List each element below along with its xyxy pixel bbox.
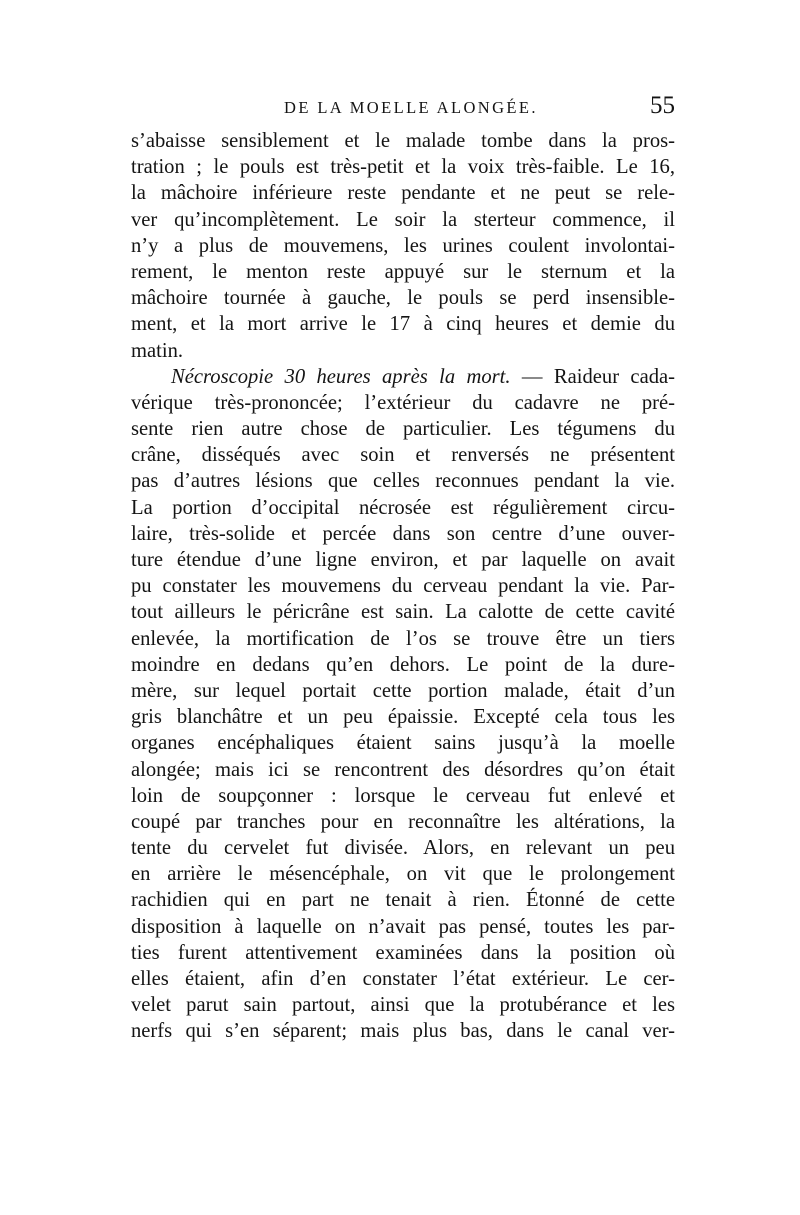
text-line: ture étendue d’une ligne environ, et par laquelle on avait xyxy=(131,549,675,571)
text-line: loin de soupçonner : lorsque le cerveau fut enlevé et xyxy=(131,784,675,807)
text-line: tration ; le pouls est très-petit et la voix très-faible. Le 16, xyxy=(131,156,675,179)
text-line: s’abaisse sensiblement et le malade tombe dans la pros- xyxy=(131,130,675,152)
text-line: matin. xyxy=(131,339,184,362)
text-line: tente du cervelet fut divisée. Alors, en relevant un peu xyxy=(131,837,675,860)
text-line: en arrière le mésencéphale, on vit que le prolongement xyxy=(131,863,675,886)
text-line-rest: — Raideur cada- xyxy=(510,365,675,388)
text-line: mère, sur lequel portait cette portion malade, était d’un xyxy=(131,679,675,702)
paragraph-case-progression xyxy=(131,128,675,364)
text-line: crâne, disséqués avec soin et renversés ne présentent xyxy=(131,444,675,467)
body-text xyxy=(131,128,675,1045)
text-line: moindre en dedans qu’en dehors. Le point de la dure- xyxy=(131,653,675,676)
text-line: sente rien autre chose de particulier. Les tégumens du xyxy=(131,418,675,441)
text-line: gris blanchâtre et un peu épaissie. Excepté cela tous les xyxy=(131,706,675,729)
text-line: La portion d’occipital nécrosée est régulièrement circu- xyxy=(131,496,675,519)
text-line: pu constater les mouvemens du cerveau pendant la vie. Par- xyxy=(131,575,675,598)
text-line: velet parut sain partout, ainsi que la protubérance et les xyxy=(131,994,675,1017)
text-line: n’y a plus de mouvemens, les urines coulent involontai- xyxy=(131,234,675,257)
text-line: alongée; mais ici se rencontrent des désordres qu’on était xyxy=(131,758,675,781)
text-line: laire, très-solide et percée dans son centre d’une ouver- xyxy=(131,522,675,545)
paragraph-necroscopy xyxy=(131,364,675,1045)
text-line: la mâchoire inférieure reste pendante et ne peut se rele- xyxy=(131,182,675,205)
text-line: ment, et la mort arrive le 17 à cinq heures et demie du xyxy=(131,313,675,336)
section-lead: Nécroscopie 30 heures après la mort. xyxy=(171,365,511,388)
text-line: rachidien qui en part ne tenait à rien. Étonné de cette xyxy=(131,889,675,912)
text-line: tout ailleurs le péricrâne est sain. La calotte de cette cavité xyxy=(131,601,675,624)
page-number: 55 xyxy=(650,92,675,119)
text-line: elles étaient, afin d’en constater l’état extérieur. Le cer- xyxy=(131,968,675,990)
text-line: organes encéphaliques étaient sains jusqu’à la moelle xyxy=(131,732,675,755)
text-line: disposition à laquelle on n’avait pas pensé, toutes les par- xyxy=(131,915,675,938)
text-line: rement, le menton reste appuyé sur le sternum et la xyxy=(131,260,675,283)
text-line: enlevée, la mortification de l’os se trouve être un tiers xyxy=(131,627,675,650)
text-line: ver qu’incomplètement. Le soir la sterteur commence, il xyxy=(131,208,675,231)
text-line: ties furent attentivement examinées dans la position où xyxy=(131,941,675,964)
text-line: coupé par tranches pour en reconnaître les altérations, la xyxy=(131,810,675,833)
text-line: nerfs qui s’en séparent; mais plus bas, dans le canal ver- xyxy=(131,1020,675,1043)
running-head xyxy=(131,92,675,126)
text-line: vérique très-prononcée; l’extérieur du cadavre ne pré- xyxy=(131,391,675,414)
text-line-opening xyxy=(131,364,675,390)
text-line: pas d’autres lésions que celles reconnues pendant la vie. xyxy=(131,470,675,493)
text-line: mâchoire tournée à gauche, le pouls se perd insensible- xyxy=(131,287,675,310)
running-title: DE LA MOELLE ALONGÉE. xyxy=(284,98,538,117)
